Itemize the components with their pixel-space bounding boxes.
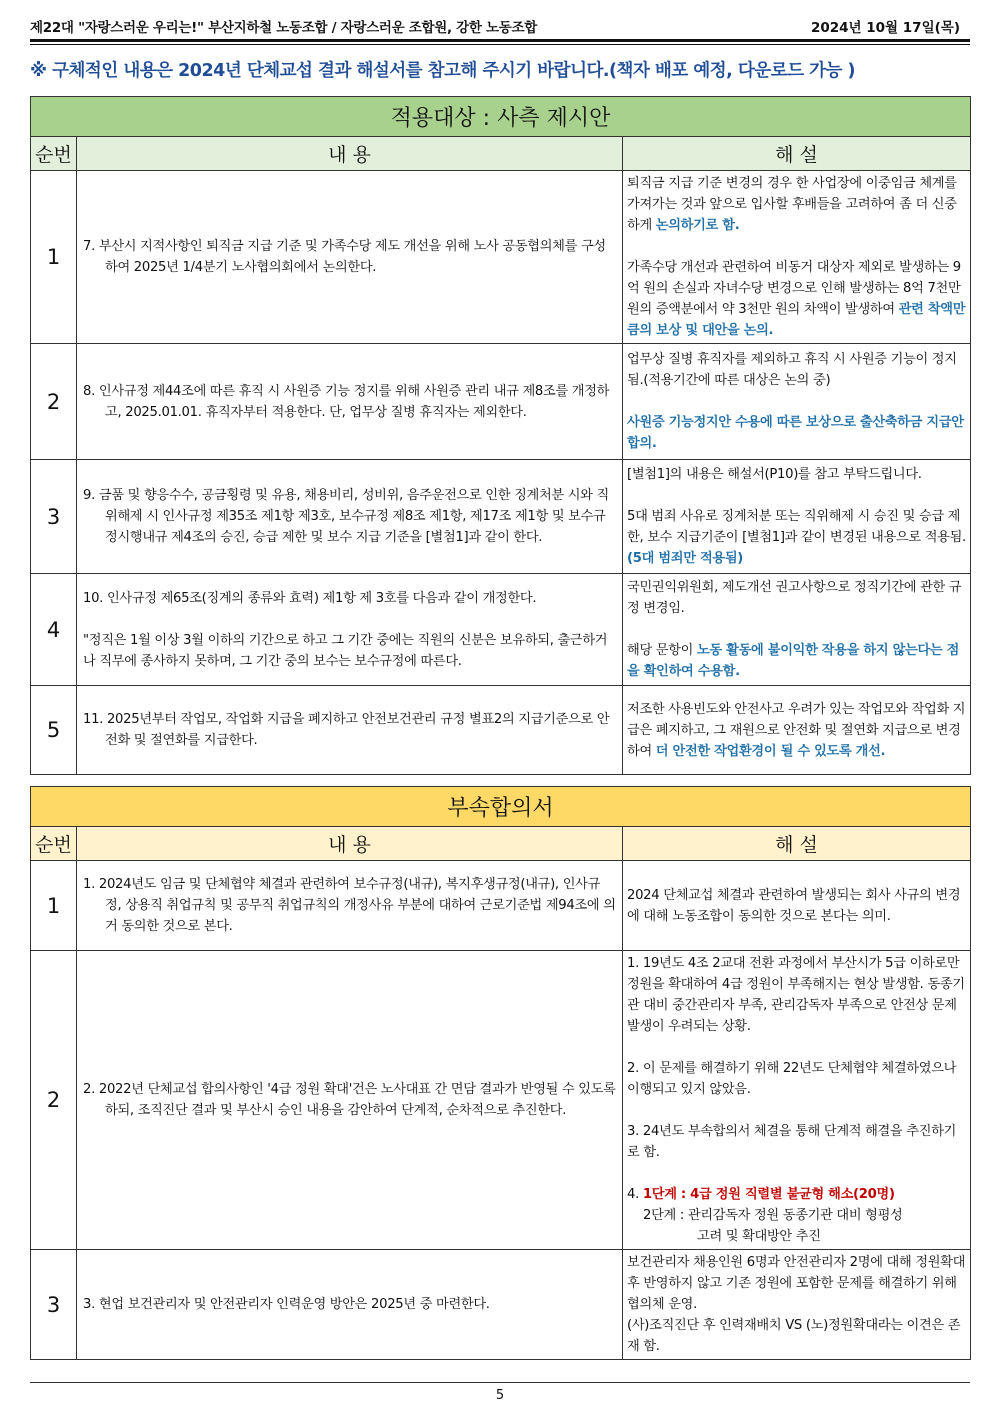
table-row (31, 574, 971, 686)
row-explain: 1. 19년도 4조 2교대 전환 과정에서 부산시가 5급 이하로만 정원을 확대하여 4급 정원이 부족해지는 현상 발생함. 동종기관 대비 중간관리자 부족, 관리감독자 부족으로 안전상 문제 발생이 우려되는 상황. 2. 이 문제를 해결하기 위해 22년도 단체협약 체결하였으나 이행되고 있지 않았음. 3. 24년도 부속합의서 체결을 통해 단계적 해결을 추진하기로 함. 4. 1단계 : 4급 정원 직렬별 불균형 해소(20명) 2단계 : 관리감독자 정원 동종기관 대비 형평성 고려 및 확대방안 추진 (623, 951, 971, 1250)
table-row (31, 171, 971, 344)
row-content: 7. 부산시 지적사항인 퇴직금 지급 기준 및 가족수당 제도 개선을 위해 노사 공동협의체를 구성하여 2025년 1/4분기 노사협의회에서 논의한다. (77, 171, 623, 344)
row-explain: 2024 단체교섭 체결과 관련하여 발생되는 회사 사규의 변경에 대해 노동조합이 동의한 것으로 본다는 의미. (623, 861, 971, 951)
col-header-explain: 해 설 (623, 137, 971, 171)
row-explain: 퇴직금 지급 기준 변경의 경우 한 사업장에 이중임금 체계를 가져가는 것과 앞으로 입사할 후배들을 고려하여 좀 더 신중하게 논의하기로 함. 가족수당 개선과 관련하여 비동거 대상자 제외로 발생하는 9억 원의 손실과 자녀수당 변경으로 인해 발생하는 8억 7천만 원의 증액분에서 약 3천만 원의 차액이 발생하여 관련 착액만큼의 보상 및 대안을 논의. (623, 171, 971, 344)
section-title: 부속합의서 (31, 787, 971, 827)
row-number: 5 (31, 686, 77, 775)
row-number: 2 (31, 344, 77, 460)
row-number: 3 (31, 1250, 77, 1360)
col-header-explain: 해 설 (623, 827, 971, 861)
row-number: 4 (31, 574, 77, 686)
row-explain: [별첨1]의 내용은 해설서(P10)를 참고 부탁드립니다. 5대 범죄 사유로 징계처분 또는 직위해제 시 승진 및 승급 제한, 보수 지급기준이 [별첨1]과 같이 변경된 내용으로 적용됨.(5대 범죄만 적용됨) (623, 460, 971, 574)
table-row (31, 1250, 971, 1360)
table-row (31, 951, 971, 1250)
row-content: 10. 인사규정 제65조(징계의 종류와 효력) 제1항 제 3호를 다음과 같이 개정한다. "정직은 1월 이상 3월 이하의 기간으로 하고 그 기간 중에는 직원의 신분은 보유하되, 출근하거나 직무에 종사하지 못하며, 그 기간 중의 보수는 보수규정에 따른다. (77, 574, 623, 686)
table-row (31, 686, 971, 775)
table-row (31, 460, 971, 574)
col-header-content: 내 용 (77, 827, 623, 861)
supplementary-agreement-table (30, 786, 971, 1360)
row-content: 3. 현업 보건관리자 및 안전관리자 인력운영 방안은 2025년 중 마련한다. (77, 1250, 623, 1360)
page-number: 5 (495, 1388, 505, 1403)
row-explain: 국민권익위원회, 제도개선 권고사항으로 정직기간에 관한 규정 변경임. 해당 문항이 노동 활동에 불이익한 작용을 하지 않는다는 점을 확인하여 수용함. (623, 574, 971, 686)
row-explain: 저조한 사용빈도와 안전사고 우려가 있는 작업모와 작업화 지급은 폐지하고, 그 재원으로 안전화 및 절연화 지급으로 변경하여 더 안전한 작업환경이 될 수 있도록 개선. (623, 686, 971, 775)
row-number: 2 (31, 951, 77, 1250)
issue-date: 2024년 10월 17일(목) (810, 20, 960, 36)
row-number: 1 (31, 171, 77, 344)
col-header-num: 순번 (31, 827, 77, 861)
table-row (31, 344, 971, 460)
union-title: 제22대 "자랑스러운 우리는!" 부산지하철 노동조합 / 자랑스러운 조합원, 강한 노동조합 (30, 20, 538, 36)
row-content: 2. 2022년 단체교섭 합의사항인 '4급 정원 확대'건은 노사대표 간 면담 결과가 반영될 수 있도록 하되, 조직진단 결과 및 부산시 승인 내용을 감안하여 단계적, 순차적으로 추진한다. (77, 951, 623, 1250)
row-number: 3 (31, 460, 77, 574)
row-content: 11. 2025년부터 작업모, 작업화 지급을 폐지하고 안전보건관리 규정 별표2의 지급기준으로 안전화 및 절연화를 지급한다. (77, 686, 623, 775)
header-rule-thin (30, 44, 970, 45)
proposal-table (30, 96, 971, 775)
footer-rule (30, 1382, 970, 1383)
col-header-num: 순번 (31, 137, 77, 171)
section-title: 적용대상 : 사측 제시안 (31, 97, 971, 137)
row-content: 9. 금품 및 향응수수, 공금횡령 및 유용, 채용비리, 성비위, 음주운전으로 인한 징계처분 시와 직위해제 시 인사규정 제35조 제1항 제3호, 보수규정 제8조 제1항, 제17조 제1항 및 보수규정시행내규 제4조의 승진, 승급 제한 및 보수 지급 기준을 [별첨1]과 같이 한다. (77, 460, 623, 574)
row-explain: 업무상 질병 휴직자를 제외하고 휴직 시 사원증 기능이 정지됨.(적용기간에 따른 대상은 논의 중) 사원증 기능정지안 수용에 따른 보상으로 출산축하금 지급안 합의. (623, 344, 971, 460)
col-header-content: 내 용 (77, 137, 623, 171)
header-rule-thick (30, 39, 970, 42)
table-row (31, 861, 971, 951)
row-number: 1 (31, 861, 77, 951)
notice-text: ※ 구체적인 내용은 2024년 단체교섭 결과 해설서를 참고해 주시기 바랍니다.(책자 배포 예정, 다운로드 가능 ) (30, 61, 856, 81)
row-content: 8. 인사규정 제44조에 따른 휴직 시 사원증 기능 정지를 위해 사원증 관리 내규 제8조를 개정하고, 2025.01.01. 휴직자부터 적용한다. 단, 업무상 질병 휴직자는 제외한다. (77, 344, 623, 460)
row-explain: 보건관리자 채용인원 6명과 안전관리자 2명에 대해 정원확대 후 반영하지 않고 기존 정원에 포함한 문제를 해결하기 위해 협의체 운영. (사)조직진단 후 인력재배치 VS (노)정원확대라는 이견은 존재 함. (623, 1250, 971, 1360)
row-content: 1. 2024년도 임금 및 단체협약 체결과 관련하여 보수규정(내규), 복지후생규정(내규), 인사규정, 상용직 취업규칙 및 공무직 취업규칙의 개정사유 부분에 대하여 근로기준법 제94조에 의거 동의한 것으로 본다. (77, 861, 623, 951)
page-header (30, 8, 970, 42)
